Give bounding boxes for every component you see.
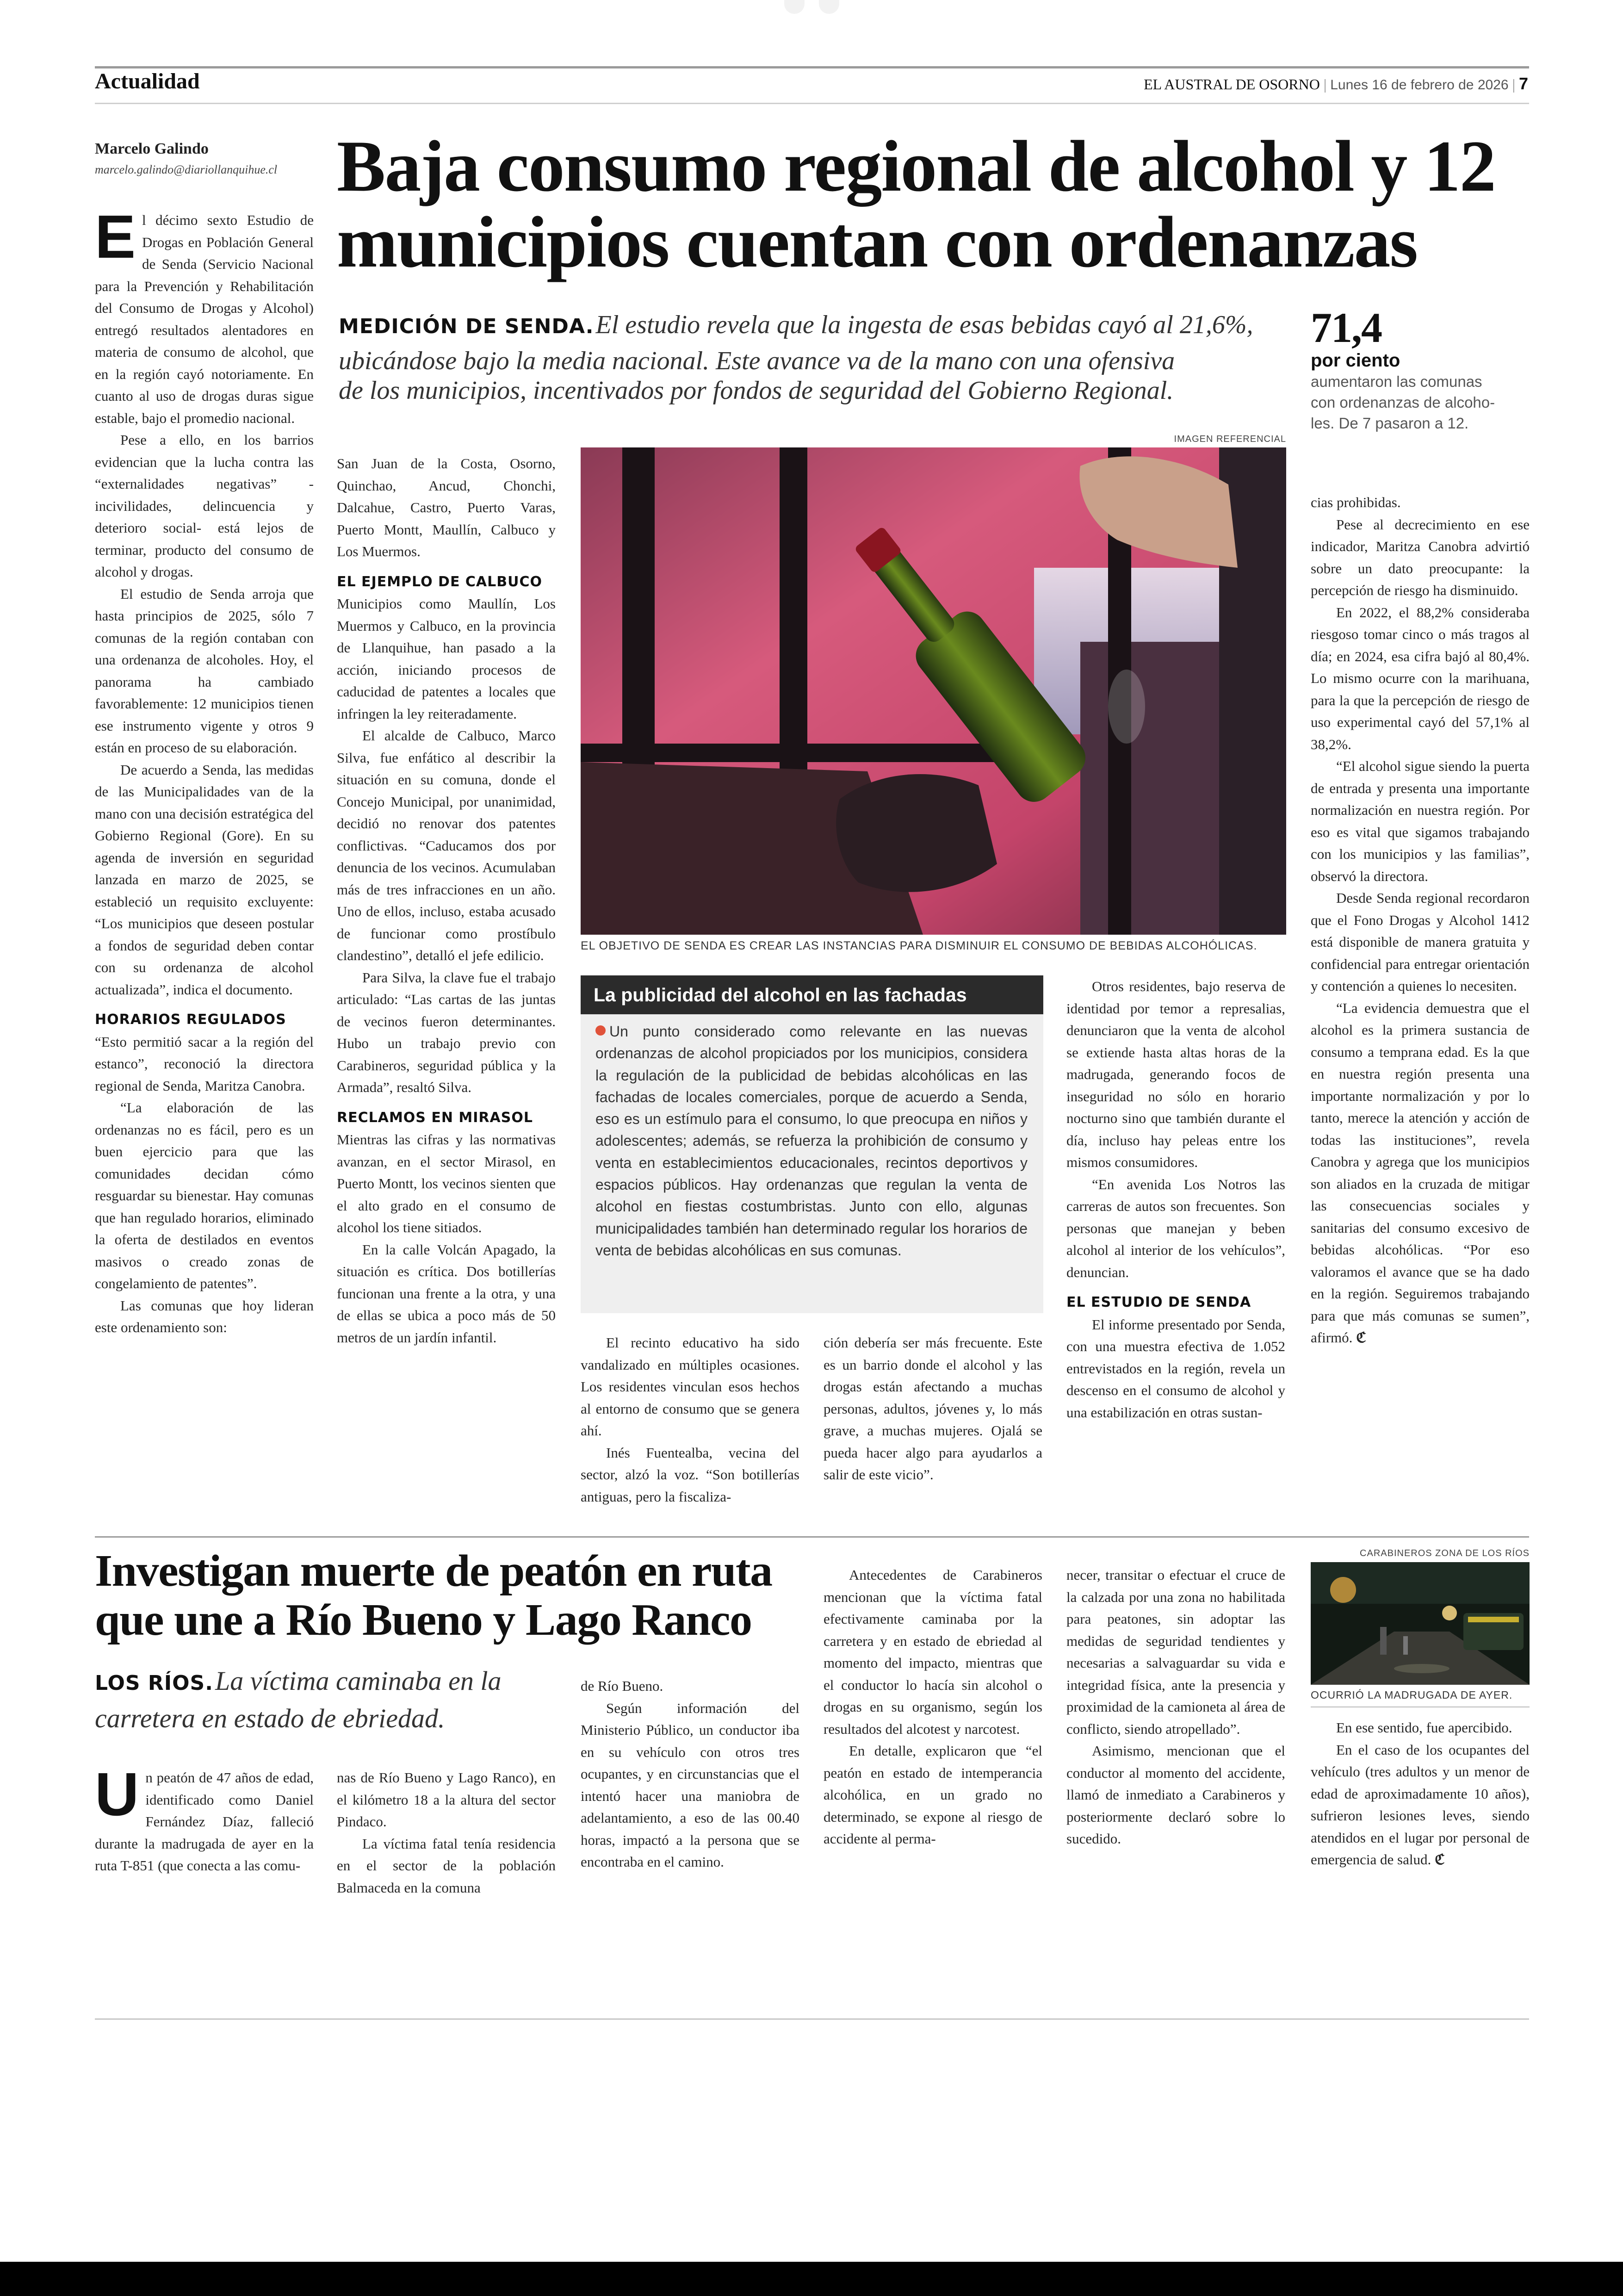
subhead-calbuco: EL EJEMPLO DE CALBUCO	[337, 573, 542, 590]
header-top-rule	[95, 66, 1529, 68]
end-mark-icon: ℭ	[1434, 1851, 1445, 1868]
paragraph: El informe presentado por Senda, con una muestra efectiva de 1.052 entrevistados en la región, revela un descenso en el consumo de alcohol y una estabilización en otras sustan-	[1066, 1316, 1285, 1421]
subhead-mirasol: RECLAMOS EN MIRASOL	[337, 1109, 533, 1126]
masthead-sep: |	[1323, 76, 1331, 93]
main-headline-line2: municipios cuentan con ordenanzas	[337, 202, 1418, 283]
second-deck-label: LOS RÍOS.	[95, 1671, 213, 1695]
paragraph: “La elaboración de las ordenanzas no es fácil, pero es un buen ejercicio para que las comunidades decidan cómo resguardar su bienestar. Hay comunas que han regulado horarios, eliminado la oferta de destilados en eventos masivos o creado zonas de congelamiento de patentes”.	[95, 1099, 314, 1291]
paragraph: n peatón de 47 años de edad, identificado como Daniel Fernández Díaz, falleció durante la madrugada de ayer en la ruta T-851 (que conecta a las comu-	[95, 1769, 314, 1874]
paragraph: “En avenida Los Notros las carreras de autos son frecuentes. Son personas que manejan y beben alcohol al interior de los vehículos”, denuncian.	[1066, 1176, 1285, 1280]
caption-rule	[1311, 1706, 1530, 1707]
main-col-6	[1311, 491, 1530, 1349]
stat-desc-line: con ordenanzas de alcoho-	[1311, 394, 1495, 411]
info-box-text: Un punto considerado como relevante en las nuevas ordenanzas de alcohol propiciados por los municipios, considera la regulación de la publicidad de bebidas alcohólicas en las fachadas de locales comerciales, porque de acuerdo a Senda, eso es un estímulo para el consumo, lo que preocupa en niños y adolescentes; además, se refuerza la prohibición de consumo y venta en establecimientos educacionales, recintos deportivos y espacios públicos. Hay ordenanzas que regulan la venta de alcohol en fiestas costumbristas. Junto con ello, algunas municipalidades también han determinado regular los horarios de venta de bebidas alcohólicas en sus comunas.	[595, 1023, 1028, 1259]
paragraph: El alcalde de Calbuco, Marco Silva, fue enfático al describir la situación en su comuna, donde el Concejo Municipal, por unanimidad, decidió no renovar dos patentes conflictivas. “Caducamos dos por denuncia de los vecinos. Acumulaban más de tres infracciones en un año. Uno de ellos, incluso, estaba acusado de funcionar como prostíbulo clandestino”, detalló el jefe edilicio.	[337, 727, 556, 963]
nav-next-dot[interactable]	[819, 0, 839, 14]
night-road-photo	[1311, 1562, 1530, 1685]
second-headline-line2: que une a Río Bueno y Lago Ranco	[95, 1595, 752, 1645]
paragraph: En ese sentido, fue apercibido.	[1336, 1719, 1512, 1736]
paragraph: El recinto educativo ha sido vandalizado en múltiples ocasiones. Los residentes vinculan esos hechos al entorno de consumo que se genera ahí.	[581, 1334, 799, 1439]
subhead-horarios: HORARIOS REGULADOS	[95, 1011, 286, 1028]
paragraph: “Esto permitió sacar a la región del estanco”, reconoció la directora regional de Senda, Maritza Canobra.	[95, 1033, 314, 1094]
paragraph: Desde Senda regional recordaron que el Fono Drogas y Alcohol 1412 está disponible de manera gratuita y confidencial para entregar orientación y contención a quienes lo necesiten.	[1311, 890, 1530, 994]
main-dropcap: E	[95, 203, 136, 271]
main-deck	[339, 310, 1292, 405]
main-col-1	[95, 203, 314, 1339]
masthead-sep: |	[1512, 76, 1519, 93]
paragraph: de Río Bueno.	[581, 1678, 663, 1694]
subhead-estudio: EL ESTUDIO DE SENDA	[1066, 1294, 1251, 1310]
paragraph: cias prohibidas.	[1311, 494, 1401, 510]
author-email[interactable]: marcelo.galindo@diariollanquihue.cl	[95, 163, 278, 176]
info-box	[581, 975, 1043, 1313]
second-col-1	[95, 1760, 314, 1877]
paragraph: “El alcohol sigue siendo la puerta de entrada y presenta una importante normalización en nuestra región. Por eso es vital que sigamos trabajando con los municipios y las familias”, observó la directora.	[1311, 758, 1530, 884]
second-col-2	[337, 1767, 556, 1899]
paragraph: De acuerdo a Senda, las medidas de las Municipalidades van de la mano con una decisión estratégica del Gobierno Regional (Gore). En su agenda de inversión en seguridad lanzada en marzo de 2025, se estableció un requisito excluyente: “Los municipios que deseen postular a fondos de seguridad deben contar con su ordenanza de alcohol actualizada”, indica el documento.	[95, 761, 314, 998]
main-deck-label: MEDICIÓN DE SENDA.	[339, 315, 594, 338]
stat-desc-line: aumentaron las comunas	[1311, 373, 1482, 390]
stat-block	[1311, 305, 1528, 434]
second-deck-text-1: La víctima caminaba en la	[215, 1666, 502, 1696]
second-col-5	[1066, 1564, 1285, 1850]
nav-prev-dot[interactable]	[784, 0, 805, 14]
main-deck-text-2: ubicándose bajo la media nacional. Este avance va de la mano con una ofensiva	[339, 347, 1175, 375]
paragraph: Para Silva, la clave fue el trabajo articulado: “Las cartas de las juntas de vecinos fueron determinantes. Hubo un trabajo previo con Carabineros, seguridad pública y la Armada”, resaltó Silva.	[337, 969, 556, 1095]
paragraph: San Juan de la Costa, Osorno, Quinchao, Ancud, Chonchi, Dalcahue, Castro, Puerto Varas, Puerto Montt, Maullín, Calbuco y Los Muermos.	[337, 455, 556, 559]
end-mark-icon: ℭ	[1356, 1329, 1366, 1346]
main-headline	[337, 126, 1495, 283]
main-col-3	[581, 1332, 799, 1508]
article-divider	[95, 1536, 1529, 1538]
stat-unit: por ciento	[1311, 350, 1400, 371]
main-deck-text-1: El estudio revela que la ingesta de esas bebidas cayó al 21,6%,	[595, 310, 1253, 339]
stat-desc-line: les. De 7 pasaron a 12.	[1311, 415, 1469, 432]
second-dropcap: U	[95, 1760, 139, 1828]
paragraph: l décimo sexto Estudio de Drogas en Población General de Senda (Servicio Nacional para la Prevención y Rehabilitación del Consumo de Drogas y Alcohol) entregó resultados alentadores en materia de consumo de alcohol, que en la región cayó notoriamente. En cuanto al uso de drogas duras sigue estable, bajo el promedio nacional.	[95, 212, 314, 426]
stat-desc	[1311, 371, 1528, 434]
paragraph: Pese al decrecimiento en ese indicador, Maritza Canobra advirtió sobre un dato preocupante: la percepción de riesgo ha disminuido.	[1311, 516, 1530, 598]
main-col-2	[337, 453, 556, 1348]
stat-number: 71,4	[1311, 304, 1381, 351]
header-bottom-rule	[95, 103, 1529, 104]
paragraph: “La evidencia demuestra que el alcohol es la primera sustancia de consumo a temprana edad. Es la que en nuestra región presenta una importante normalización y por lo tanto, merece la atención y acción de todas las instituciones”, revela Canobra y agrega que los municipios son aliados en la cruzada de mitigar las consecuencias sociales y sanitarias del consumo excesivo de bebidas alcohólicas. “Por eso valoramos el avance que se ha dado en la región. Seguiremos trabajando para que más comunas se sumen”, afirmó.	[1311, 999, 1530, 1346]
bullet-dot	[595, 1025, 606, 1036]
second-photo	[1311, 1562, 1530, 1685]
paragraph: El estudio de Senda arroja que hasta principios de 2025, sólo 7 comunas de la región contaban con una ordenanza de alcoholes. Hoy, el panorama ha cambiado favorablemente: 12 municipios tienen ese instrumento vigente y otros 9 están en proceso de su elaboración.	[95, 585, 314, 756]
viewer-bottom-bar	[0, 2262, 1623, 2296]
paragraph: necer, transitar o efectuar el cruce de la calzada por una zona no habilitada para peatones, sin adoptar las medidas de seguridad tendientes y necesarias a salvaguardar su vida e integridad física, ante la presencia y proximidad de la camioneta al área de conflicto, siendo atropellado”.	[1066, 1567, 1285, 1737]
second-col-4	[824, 1564, 1042, 1850]
info-box-body	[581, 1014, 1043, 1261]
paragraph: Las comunas que hoy lideran este ordenamiento son:	[95, 1297, 314, 1335]
paragraph: nas de Río Bueno y Lago Ranco), en el kilómetro 18 a la altura del sector Pindaco.	[337, 1769, 556, 1830]
paragraph: En detalle, explicaron que “el peatón en estado de intemperancia alcohólica, en un grado no determinado, se expone al riesgo de accidente al perma-	[824, 1743, 1042, 1847]
second-headline	[95, 1546, 772, 1644]
second-col-6	[1311, 1717, 1530, 1871]
paragraph: La víctima fatal tenía residencia en el sector de la población Balmaceda en la comuna	[337, 1835, 556, 1896]
second-deck-text-2: carretera en estado de ebriedad.	[95, 1703, 445, 1733]
paragraph: Otros residentes, bajo reserva de identidad por temor a represalias, denunciaron que la venta de alcohol se extiende hasta altas horas de la madrugada, generando focos de inseguridad no sólo en horario nocturno sino que también durante el día, incluso hay peleas entre los mismos consumidores.	[1066, 978, 1285, 1170]
paragraph: Inés Fuentealba, vecina del sector, alzó la voz. “Son botillerías antiguas, pero la fiscaliza-	[581, 1444, 799, 1505]
paragraph: Pese a ello, en los barrios evidencian que la lucha contra las “externalidades negativas” -incivilidades, delincuencia y deterioro social- está lejos de terminar, producto del consumo de alcohol y drogas.	[95, 432, 314, 580]
paragraph: En la calle Volcán Apagado, la situación es crítica. Dos botillerías funcionan una frente a la otra, y una de ellas se ubica a poco más de 50 metros de un jardín infantil.	[337, 1241, 556, 1346]
section-label: Actualidad	[95, 69, 200, 93]
second-col-3	[581, 1675, 799, 1873]
main-photo-credit: IMAGEN REFERENCIAL	[1174, 434, 1286, 444]
paragraph: ción debería ser más frecuente. Este es un barrio donde el alcohol y las drogas están afectando a muchas personas, adultos, jóvenes y, lo más grave, a muchas mujeres. Ojalá se pueda hacer algo para ayudarlos a salir de este vicio”.	[824, 1334, 1042, 1483]
issue-date: Lunes 16 de febrero de 2026	[1330, 77, 1509, 93]
info-box-title: La publicidad del alcohol en las fachadas	[581, 975, 1043, 1014]
second-deck	[95, 1666, 502, 1734]
paragraph: Mientras las cifras y las normativas avanzan, en el sector Mirasol, en Puerto Montt, los vecinos sienten que el alto grado en el consumo de alcohol los tiene sitiados.	[337, 1131, 556, 1235]
main-headline-line1: Baja consumo regional de alcohol y 12	[337, 126, 1495, 207]
main-deck-text-3: de los municipios, incentivados por fondos de seguridad del Gobierno Regional.	[339, 376, 1174, 405]
paragraph: Según información del Ministerio Público, un conductor iba en su vehículo con otros tres ocupantes, y en circunstancias que el intentó hacer una maniobra de adelantamiento, a eso de las 00.40 horas, impactó a la persona que se encontraba en el camino.	[581, 1700, 799, 1870]
paragraph: Antecedentes de Carabineros mencionan que la víctima fatal efectivamente caminaba por la carretera y en estado de ebriedad al momento del impacto, mientras que el conductor lo hacía sin alcohol o drogas en su organismo, según los resultados del alcotest y narcotest.	[824, 1567, 1042, 1737]
page-bottom-rule	[95, 2018, 1529, 2020]
paragraph: En 2022, el 88,2% consideraba riesgoso tomar cinco o más tragos al día; en 2024, esa cifra bajó al 80,4%. Lo mismo ocurre con la marihuana, para la que la percepción de riesgo de uso experimental cayó del 57,1% al 38,2%.	[1311, 604, 1530, 752]
page-number: 7	[1518, 74, 1528, 93]
second-headline-line1: Investigan muerte de peatón en ruta	[95, 1546, 772, 1596]
masthead-line	[1144, 74, 1528, 93]
paragraph: En el caso de los ocupantes del vehículo (tres adultos y un menor de edad de aproximadamente 10 años), sufrieron lesiones leves, siendo atendidos en el lugar por personal de emergencia de salud.	[1311, 1741, 1530, 1868]
wine-bottle-photo	[581, 447, 1286, 935]
newspaper-name: EL AUSTRAL DE OSORNO	[1144, 76, 1320, 93]
main-photo-caption: EL OBJETIVO DE SENDA ES CREAR LAS INSTANCIAS PARA DISMINUIR EL CONSUMO DE BEBIDAS ALCOHÓLICAS.	[581, 939, 1258, 952]
main-col-4	[824, 1332, 1042, 1486]
second-photo-credit: CARABINEROS ZONA DE LOS RÍOS	[1360, 1548, 1530, 1558]
main-photo	[581, 447, 1286, 935]
author-name: Marcelo Galindo	[95, 140, 209, 157]
main-col-5	[1066, 975, 1285, 1423]
paragraph: Municipios como Maullín, Los Muermos y Calbuco, en la provincia de Llanquihue, han pasado a la acción, iniciando procesos de caducidad de patentes a locales que infringen la ley reiteradamente.	[337, 596, 556, 722]
second-photo-caption: OCURRIÓ LA MADRUGADA DE AYER.	[1311, 1689, 1513, 1701]
paragraph: Asimismo, mencionan que el conductor al momento del accidente, llamó de inmediato a Carabineros y posteriormente declaró sobre lo sucedido.	[1066, 1743, 1285, 1847]
